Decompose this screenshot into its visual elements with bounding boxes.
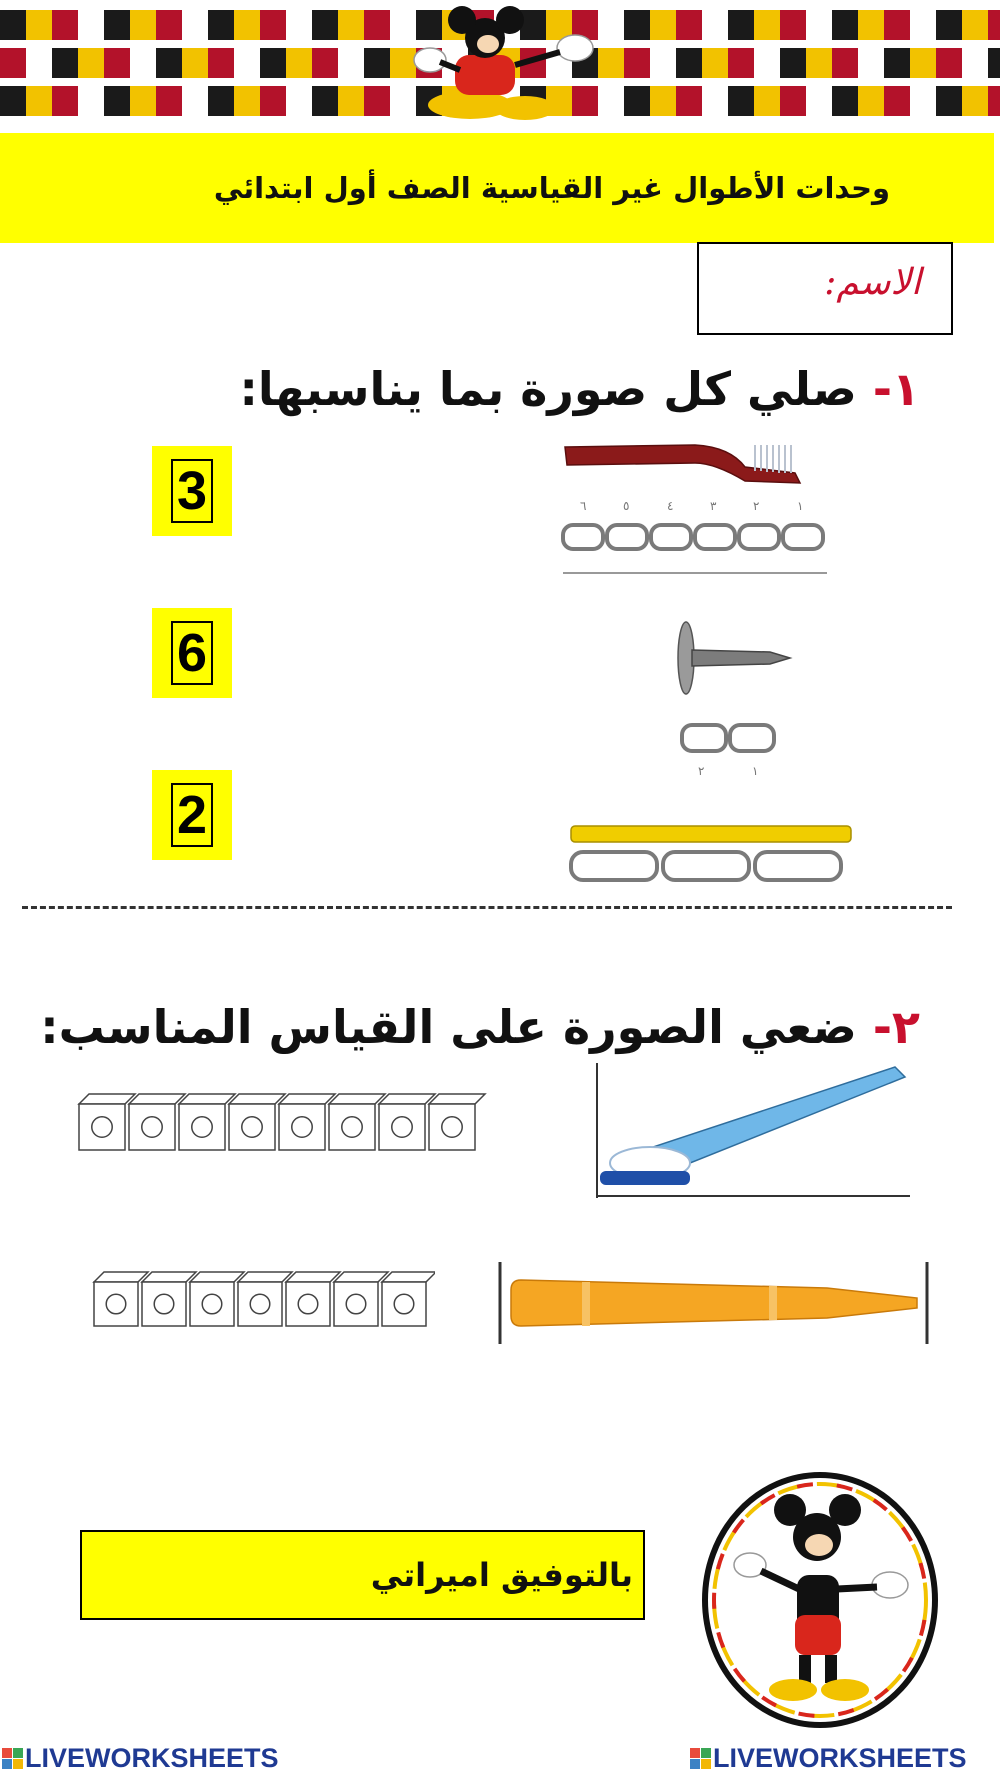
blue-toothbrush-image[interactable] [595,1063,910,1198]
question-1-number: ١- [872,362,920,416]
yellow-stick [571,826,851,842]
clip-number-4: ٤ [667,499,674,513]
brand-text-left: LIVEWORKSHEETS [25,1743,279,1773]
paper-clips-2 [682,725,774,751]
linking-cube [429,1094,485,1150]
toothbrush-clips-image[interactable] [555,425,845,590]
linking-cube [179,1094,235,1150]
clip-number-5: ٥ [623,499,630,513]
linking-cube [382,1272,435,1326]
linking-cube [238,1272,292,1326]
checkered-header-banner [0,0,1000,122]
brand-text-right: LIVEWORKSHEETS [713,1743,967,1773]
title-banner [0,133,994,243]
linking-cube [334,1272,388,1326]
brand-footer-left [2,1743,279,1774]
answer-badge-3[interactable] [152,770,232,860]
paper-clips-6 [563,525,823,549]
red-toothbrush [565,445,800,483]
linking-cube [286,1272,340,1326]
farewell-text: بالتوفيق اميراتي [370,1556,633,1594]
nail-clip-number-1: ١ [752,764,759,778]
linking-cube [279,1094,335,1150]
linking-cube [379,1094,435,1150]
name-field-box[interactable] [697,242,953,335]
nail-clip-number-2: ٢ [698,764,705,778]
linking-cube [142,1272,196,1326]
brand-footer-right [690,1743,967,1774]
cubes-row-7[interactable] [90,1268,435,1338]
dashed-divider [22,906,952,909]
orange-crayon-image[interactable] [497,1262,930,1344]
answer-badge-2[interactable] [152,608,232,698]
clip-number-2: ٢ [753,499,760,513]
linking-cube [94,1272,148,1326]
question-2-heading [40,1000,920,1054]
clip-number-3: ٣ [710,499,717,513]
page-title: وحدات الأطوال غير القياسية الصف أول ابتدائي [213,171,891,205]
linking-cube [79,1094,135,1150]
stick-clips-image[interactable] [565,820,865,890]
paper-clips-3 [571,852,841,880]
linking-cube [129,1094,185,1150]
question-1-heading [239,362,920,416]
question-2-number: ٢- [872,1000,920,1054]
linking-cube [190,1272,244,1326]
linking-cube [229,1094,285,1150]
farewell-box [80,1530,645,1620]
linking-cube [329,1094,385,1150]
clip-number-1: ١ [797,499,804,513]
clip-number-6: ٦ [580,499,587,513]
name-label: الاسم: [824,262,921,303]
nail-icon [692,650,790,666]
liveworksheets-logo-icon [2,1748,23,1769]
answer-value-1: 3 [171,459,213,523]
liveworksheets-logo-icon [690,1748,711,1769]
orange-crayon [511,1280,917,1326]
cubes-row-8[interactable] [75,1090,495,1165]
answer-value-3: 2 [171,783,213,847]
mickey-circle-badge [695,1465,945,1735]
answer-value-2: 6 [171,621,213,685]
question-2-text: ضعي الصورة على القياس المناسب: [40,1000,857,1054]
answer-badge-1[interactable] [152,446,232,536]
nail-clips-image[interactable] [670,610,805,785]
question-1-text: صلي كل صورة بما يناسبها: [239,362,857,416]
